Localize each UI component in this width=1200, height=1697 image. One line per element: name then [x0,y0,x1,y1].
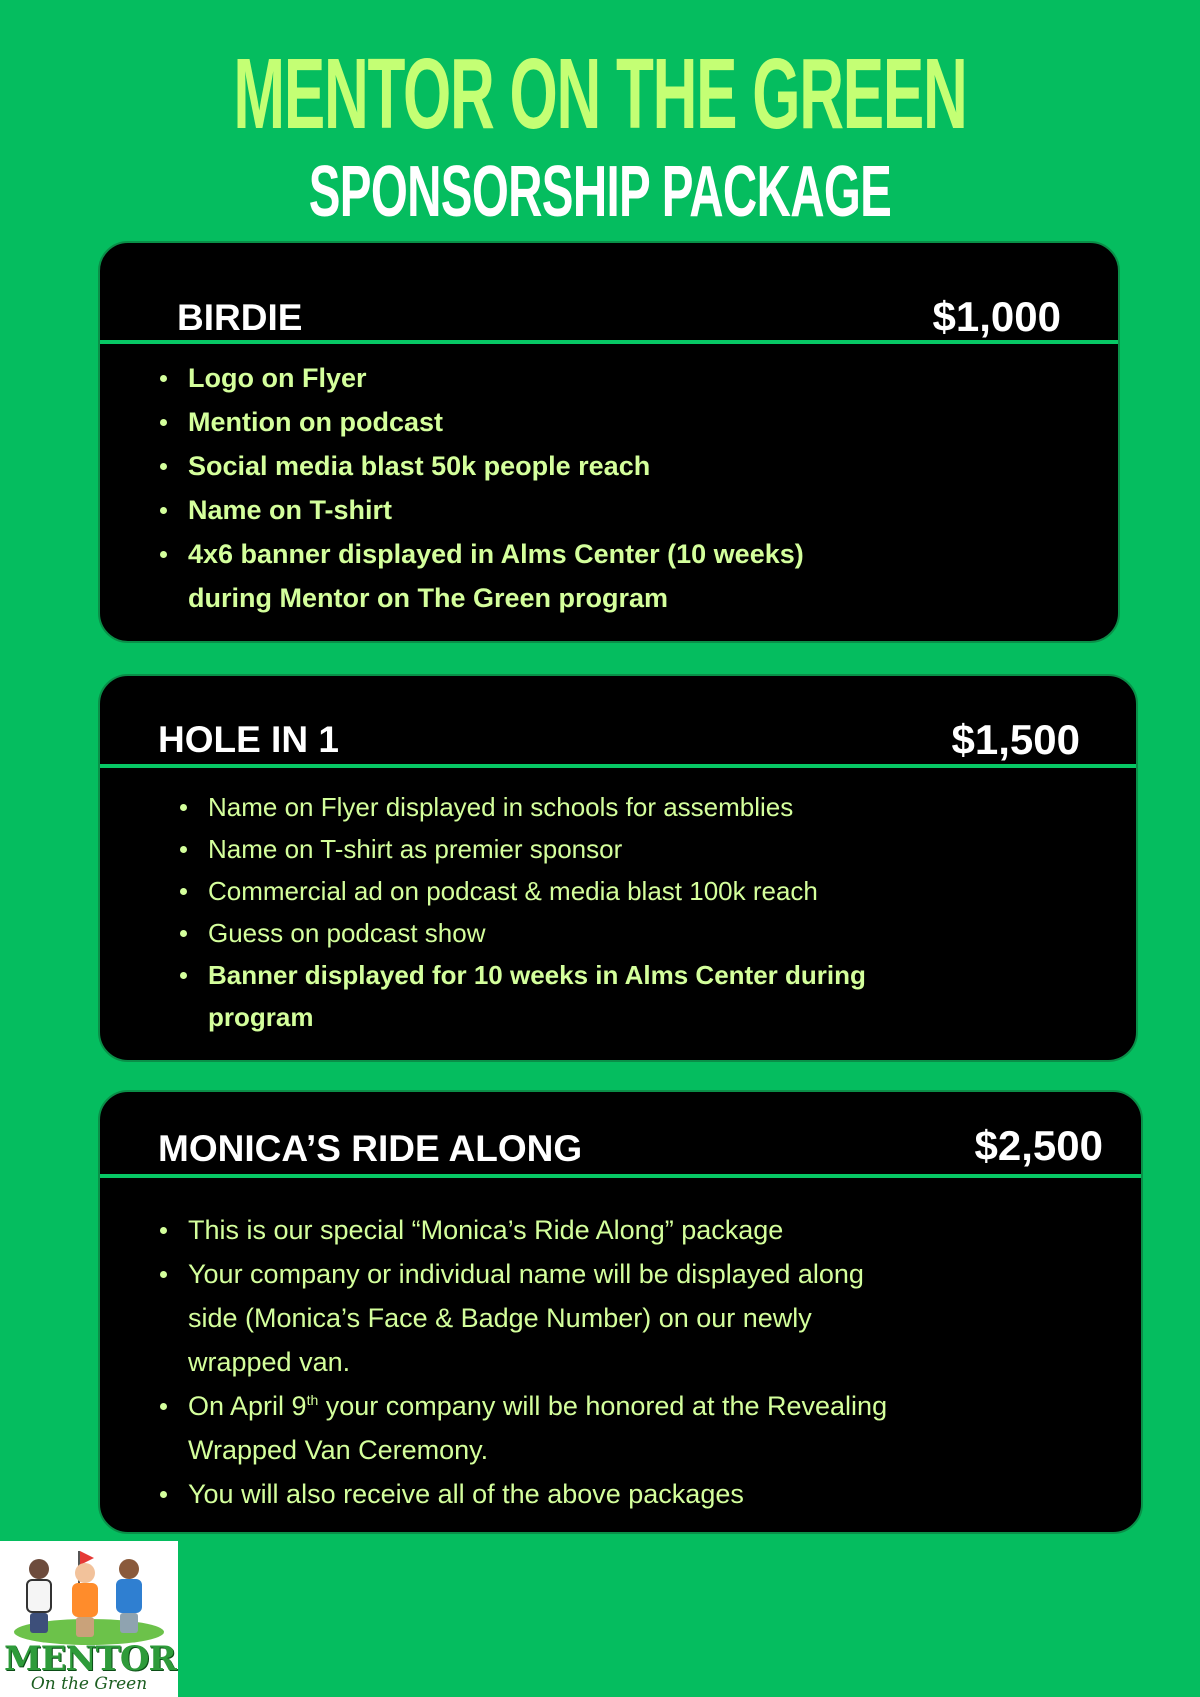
page-title: MENTOR ON THE GREEN [233,38,967,150]
perk-item: 4x6 banner displayed in Alms Center (10 weeks) [158,532,804,576]
package-card-birdie [98,241,1120,643]
perk-item-continued: wrapped van. [188,1347,351,1377]
perk-item: This is our special “Monica’s Ride Along” package [158,1208,887,1252]
golfer-illustration [22,1559,56,1635]
perk-item: Name on Flyer displayed in schools for assemblies [178,786,866,828]
perk-item-continued: side (Monica’s Face & Badge Number) on our newly [188,1303,812,1333]
package-price: $1,500 [951,716,1080,763]
perk-text: On April 9 [188,1391,307,1421]
perk-item: Mention on podcast [158,400,804,444]
golfer-illustration [68,1563,102,1639]
logo-tagline: On the Green [30,1674,148,1694]
perk-item [158,1384,887,1428]
ordinal-suffix: th [306,1392,319,1408]
perk-list [158,356,804,620]
page-subtitle: SPONSORSHIP PACKAGE [308,152,892,232]
package-card-monicas-ride-along [98,1090,1143,1534]
package-name: HOLE IN 1 [158,719,339,760]
logo-wordmark: MENTOR [4,1639,176,1679]
perk-list [158,1208,887,1516]
package-price: $1,000 [932,293,1061,340]
perk-item: You will also receive all of the above packages [158,1472,887,1516]
perk-item: Name on T-shirt [158,488,804,532]
perk-item-continued: during Mentor on The Green program [188,583,669,613]
perk-item: Social media blast 50k people reach [158,444,804,488]
package-header [100,676,1136,768]
perk-item: Name on T-shirt as premier sponsor [178,828,866,870]
perk-item: Your company or individual name will be displayed along [158,1252,887,1296]
golfer-illustration [112,1559,146,1635]
perk-item-continued: program [208,1002,314,1032]
package-card-hole-in-1 [98,674,1138,1062]
perk-text: your company will be honored at the Revealing [318,1391,888,1421]
perk-item: Commercial ad on podcast & media blast 100k reach [178,870,866,912]
package-name: BIRDIE [177,297,303,338]
header [0,40,1200,232]
perk-item: Guess on podcast show [178,912,866,954]
package-price: $2,500 [974,1122,1103,1169]
perk-list [178,786,866,1038]
perk-item: Banner displayed for 10 weeks in Alms Center during [178,954,866,996]
package-header [100,243,1118,344]
package-name: MONICA’S RIDE ALONG [158,1128,583,1169]
package-header [100,1092,1141,1178]
perk-item-continued: Wrapped Van Ceremony. [188,1435,489,1465]
mentor-logo [0,1541,178,1697]
perk-item: Logo on Flyer [158,356,804,400]
